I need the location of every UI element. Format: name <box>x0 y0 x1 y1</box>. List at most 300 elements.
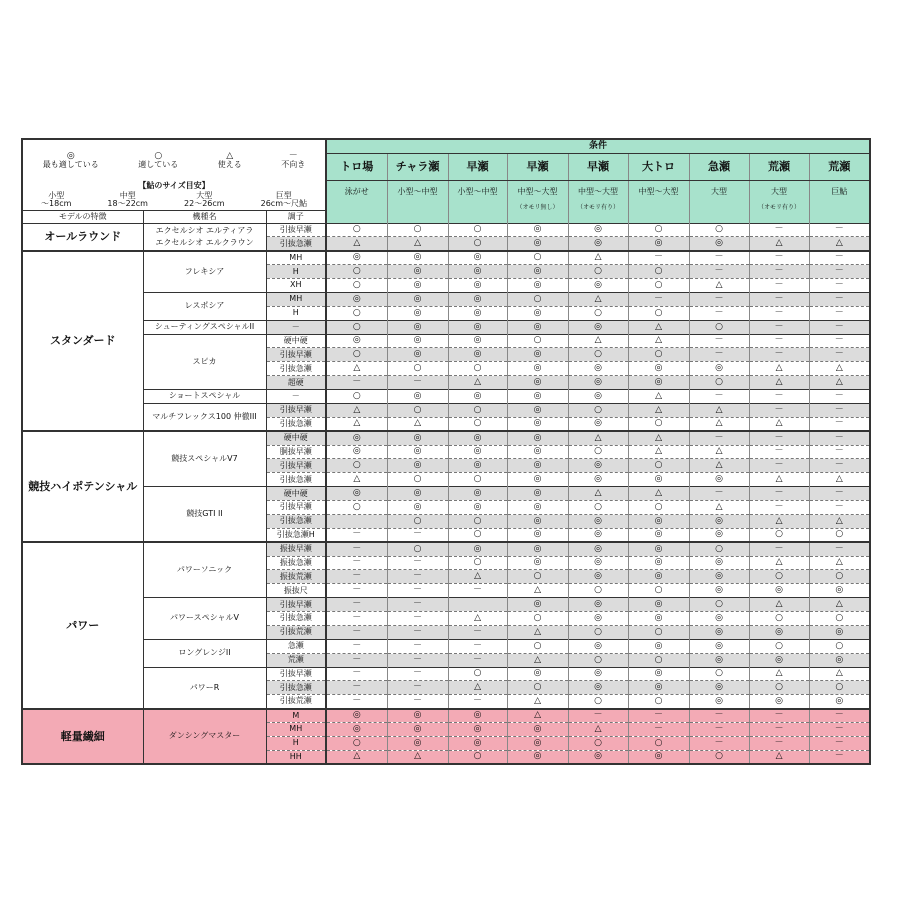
rating-cell: ◎ <box>507 390 568 404</box>
size-range: ～18cm <box>41 198 72 208</box>
rating-cell: △ <box>448 376 507 390</box>
rating-cell: ◎ <box>448 292 507 306</box>
rating-cell: － <box>326 598 387 612</box>
rating-cell: ○ <box>568 584 628 598</box>
legend-item <box>138 152 178 169</box>
rating-cell: ◎ <box>568 514 628 528</box>
rating-cell: ◎ <box>448 501 507 515</box>
rating-cell: － <box>387 612 448 626</box>
rating-cell: ◎ <box>387 265 448 279</box>
size-name: 大型 <box>196 190 213 200</box>
rating-cell: △ <box>326 362 387 376</box>
rating-cell: ○ <box>689 542 749 556</box>
rating-cell: ◎ <box>387 736 448 750</box>
rating-cell: － <box>809 542 870 556</box>
rating-cell: ○ <box>628 459 689 473</box>
condition-size-label: 小型～中型 <box>457 186 498 196</box>
model-name: 競技GTI II <box>143 487 266 543</box>
rating-cell: △ <box>568 251 628 265</box>
rating-cell: ◎ <box>387 320 448 334</box>
rating-cell: ◎ <box>568 320 628 334</box>
rating-cell: － <box>448 695 507 709</box>
rating-cell: ○ <box>809 570 870 584</box>
tone-label: H <box>266 306 326 320</box>
rating-cell: ○ <box>326 390 387 404</box>
rating-cell: △ <box>749 514 809 528</box>
rating-cell: ○ <box>689 750 749 764</box>
legend-item <box>281 152 305 169</box>
condition-size <box>628 180 689 223</box>
rating-cell: ◎ <box>448 306 507 320</box>
rating-cell: ◎ <box>689 473 749 487</box>
rating-cell: △ <box>749 237 809 251</box>
rating-cell: ○ <box>326 306 387 320</box>
rating-cell: － <box>628 723 689 737</box>
rating-cell: ◎ <box>628 570 689 584</box>
rating-cell: ◎ <box>689 612 749 626</box>
size-range: 22～26cm <box>184 198 225 208</box>
rating-cell: ◎ <box>507 736 568 750</box>
rating-cell: △ <box>749 362 809 376</box>
rating-cell: △ <box>749 667 809 681</box>
rating-cell <box>448 598 507 612</box>
rating-cell: － <box>387 376 448 390</box>
rating-cell: － <box>387 653 448 667</box>
rating-cell: ◎ <box>326 445 387 459</box>
rating-cell: － <box>387 681 448 695</box>
rating-cell: ○ <box>448 667 507 681</box>
rating-cell: － <box>326 376 387 390</box>
rating-cell: ◎ <box>568 542 628 556</box>
rating-cell: △ <box>628 487 689 501</box>
rating-cell: ○ <box>448 473 507 487</box>
condition-size <box>749 180 809 223</box>
rating-cell: △ <box>809 556 870 570</box>
rating-cell: ◎ <box>507 376 568 390</box>
rating-cell: ◎ <box>448 723 507 737</box>
tone-label: 振抜荒瀬 <box>266 570 326 584</box>
rating-cell: ◎ <box>507 487 568 501</box>
rating-cell: ○ <box>568 695 628 709</box>
rating-cell: － <box>809 431 870 445</box>
rating-cell: ◎ <box>689 514 749 528</box>
rating-cell: ○ <box>326 320 387 334</box>
tone-label: 引抜急瀬 <box>266 612 326 626</box>
rating-cell: － <box>326 528 387 542</box>
rating-cell: ◎ <box>689 695 749 709</box>
rating-cell: △ <box>568 334 628 348</box>
rating-cell: △ <box>809 362 870 376</box>
rating-cell: ◎ <box>507 279 568 293</box>
rating-cell: ○ <box>326 501 387 515</box>
rating-cell: － <box>568 709 628 723</box>
rating-cell: ◎ <box>809 653 870 667</box>
rating-cell: － <box>749 403 809 417</box>
rating-cell: △ <box>628 403 689 417</box>
rating-cell: ◎ <box>628 681 689 695</box>
tone-label: 引抜急瀬 <box>266 514 326 528</box>
rating-cell: △ <box>809 376 870 390</box>
rating-cell: ○ <box>387 473 448 487</box>
rating-cell: ○ <box>628 306 689 320</box>
tone-label: H <box>266 265 326 279</box>
rating-cell: ◎ <box>628 612 689 626</box>
tone-label: 引抜早瀬 <box>266 403 326 417</box>
rating-cell: ◎ <box>628 542 689 556</box>
rating-cell: ◎ <box>507 501 568 515</box>
rating-cell: ○ <box>749 639 809 653</box>
rating-cell: ◎ <box>749 695 809 709</box>
rating-cell: ◎ <box>568 639 628 653</box>
rating-cell: ◎ <box>507 667 568 681</box>
rating-cell: ◎ <box>448 265 507 279</box>
rating-cell: △ <box>809 514 870 528</box>
rating-cell: － <box>749 348 809 362</box>
rating-cell: － <box>326 639 387 653</box>
rating-cell: ◎ <box>507 556 568 570</box>
rating-cell: － <box>809 403 870 417</box>
rating-cell: ◎ <box>628 667 689 681</box>
rating-cell: ○ <box>628 279 689 293</box>
legend-label: 適している <box>138 159 179 169</box>
rating-cell: ◎ <box>507 417 568 431</box>
rating-cell: ◎ <box>507 362 568 376</box>
rating-cell: ◎ <box>448 334 507 348</box>
rating-cell: △ <box>448 681 507 695</box>
tone-label: 引抜早瀬 <box>266 348 326 362</box>
rating-cell: ◎ <box>568 556 628 570</box>
rating-cell: ○ <box>568 265 628 279</box>
rating-cell: △ <box>749 750 809 764</box>
table-row <box>22 403 870 417</box>
rating-cell: － <box>809 750 870 764</box>
tone-label: 硬中硬 <box>266 334 326 348</box>
rating-cell: － <box>749 487 809 501</box>
condition-note: （オモリ有り） <box>577 203 620 211</box>
model-name: マルチフレックス100 仲徹III <box>143 403 266 431</box>
rating-cell: ◎ <box>507 514 568 528</box>
rating-cell: ○ <box>507 612 568 626</box>
model-name: スピカ <box>143 334 266 390</box>
rating-cell: ○ <box>628 736 689 750</box>
rating-cell: ◎ <box>568 598 628 612</box>
rating-cell: ◎ <box>387 459 448 473</box>
rating-cell: ◎ <box>568 667 628 681</box>
rating-cell: ◎ <box>387 487 448 501</box>
rating-cell: ○ <box>448 556 507 570</box>
rating-cell: ◎ <box>507 459 568 473</box>
tone-label: 引抜早瀬 <box>266 598 326 612</box>
rating-cell: ○ <box>387 223 448 237</box>
model-name: エクセルシオ エルティアラ エクセルシオ エルクラウン <box>143 223 266 251</box>
model-name: フレキシア <box>143 251 266 293</box>
rating-cell: － <box>689 292 749 306</box>
table-row <box>22 320 870 334</box>
tone-label: 硬中硬 <box>266 487 326 501</box>
rating-cell: － <box>387 598 448 612</box>
model-feature: スタンダード <box>22 251 143 431</box>
rating-cell: ◎ <box>387 251 448 265</box>
condition-size <box>387 180 448 223</box>
legend-label: 不向き <box>281 159 306 169</box>
condition-name: 早瀬 <box>448 153 507 180</box>
rating-cell: － <box>448 653 507 667</box>
rating-cell: － <box>809 223 870 237</box>
rating-cell: ○ <box>568 501 628 515</box>
rating-cell: － <box>809 709 870 723</box>
size-range: 18～22cm <box>107 198 148 208</box>
tone-label: － <box>266 320 326 334</box>
rating-cell: － <box>689 723 749 737</box>
rating-cell: － <box>749 709 809 723</box>
rating-cell: ◎ <box>448 279 507 293</box>
legend-symbol: △ <box>226 150 234 161</box>
rating-cell: △ <box>326 750 387 764</box>
rating-cell: △ <box>749 598 809 612</box>
rating-cell: ◎ <box>568 376 628 390</box>
rating-cell: ○ <box>387 542 448 556</box>
rating-cell: ◎ <box>749 625 809 639</box>
rating-cell: － <box>448 584 507 598</box>
rating-cell: △ <box>448 612 507 626</box>
rating-cell: － <box>387 570 448 584</box>
rating-cell: ◎ <box>689 681 749 695</box>
tone-label: 引抜急瀬 <box>266 237 326 251</box>
rating-cell: △ <box>507 653 568 667</box>
rating-cell: △ <box>387 237 448 251</box>
rating-cell: △ <box>326 237 387 251</box>
rating-cell: ○ <box>326 265 387 279</box>
rating-cell: ◎ <box>809 625 870 639</box>
rating-cell: ○ <box>689 223 749 237</box>
model-feature: オールラウンド <box>22 223 143 251</box>
rating-cell: － <box>387 667 448 681</box>
tone-label: 引抜急瀬 <box>266 417 326 431</box>
rating-cell: ○ <box>448 403 507 417</box>
tone-label: 超硬 <box>266 376 326 390</box>
legend-label: 最も適している <box>42 159 99 169</box>
condition-size-label: 中型～大型 <box>578 186 619 196</box>
rating-cell: ○ <box>448 750 507 764</box>
tone-label: 硬中硬 <box>266 431 326 445</box>
rating-cell: － <box>689 390 749 404</box>
rating-cell: － <box>749 390 809 404</box>
rating-cell: ○ <box>689 598 749 612</box>
rating-cell: ○ <box>809 681 870 695</box>
rating-cell: － <box>326 612 387 626</box>
size-name: 小型 <box>48 190 65 200</box>
rating-cell: ◎ <box>749 584 809 598</box>
rating-cell: △ <box>387 750 448 764</box>
table-row <box>22 431 870 445</box>
tone-label: HH <box>266 750 326 764</box>
rating-cell: ◎ <box>689 584 749 598</box>
tone-label: H <box>266 736 326 750</box>
rating-cell: － <box>448 639 507 653</box>
tone-label: 振抜早瀬 <box>266 542 326 556</box>
rating-cell: ○ <box>628 695 689 709</box>
rating-cell: ○ <box>568 403 628 417</box>
size-legend-item <box>261 192 307 208</box>
rating-cell: ○ <box>749 528 809 542</box>
condition-name: 急瀬 <box>689 153 749 180</box>
rating-cell: ◎ <box>568 390 628 404</box>
rating-cell: ◎ <box>448 459 507 473</box>
col-header-features: モデルの特徴 <box>22 210 143 223</box>
tone-label: M <box>266 709 326 723</box>
rating-cell: ◎ <box>689 528 749 542</box>
rating-cell: － <box>749 223 809 237</box>
rating-cell: ○ <box>326 459 387 473</box>
table-row <box>22 667 870 681</box>
condition-note: （オモリ有り） <box>758 203 801 211</box>
rating-cell: ○ <box>628 501 689 515</box>
model-name: シューティングスペシャルII <box>143 320 266 334</box>
tone-label: 引抜早瀬 <box>266 459 326 473</box>
rating-cell: ○ <box>326 736 387 750</box>
rating-cell: ◎ <box>628 473 689 487</box>
rating-cell: ◎ <box>326 292 387 306</box>
legend-symbol: － <box>288 150 298 161</box>
rating-cell: ◎ <box>507 223 568 237</box>
rating-cell: － <box>749 265 809 279</box>
rating-cell: － <box>749 736 809 750</box>
rating-cell: △ <box>689 501 749 515</box>
tone-label: 引抜荒瀬 <box>266 625 326 639</box>
tone-label: 引抜荒瀬 <box>266 695 326 709</box>
legend-item <box>43 152 99 169</box>
condition-size <box>507 180 568 223</box>
table-row <box>22 292 870 306</box>
rating-cell: － <box>628 709 689 723</box>
rod-selection-chart <box>21 138 869 764</box>
rating-cell: ◎ <box>326 334 387 348</box>
rating-cell: － <box>749 431 809 445</box>
rating-cell: － <box>326 542 387 556</box>
rating-cell: △ <box>628 334 689 348</box>
table-row <box>22 251 870 265</box>
rating-cell: △ <box>809 667 870 681</box>
rating-cell: ◎ <box>507 542 568 556</box>
rating-cell: ◎ <box>568 237 628 251</box>
rating-cell: － <box>387 639 448 653</box>
col-header-tone: 調子 <box>266 210 326 223</box>
rating-cell: ◎ <box>628 556 689 570</box>
rating-cell: ◎ <box>689 237 749 251</box>
rating-cell: ○ <box>387 362 448 376</box>
rating-cell: ○ <box>448 362 507 376</box>
rating-cell: ○ <box>689 320 749 334</box>
rating-cell: － <box>387 584 448 598</box>
rating-cell: ○ <box>507 681 568 695</box>
tone-label: MH <box>266 251 326 265</box>
condition-name: 早瀬 <box>507 153 568 180</box>
rating-cell: △ <box>628 445 689 459</box>
tone-label: 引抜急瀬H <box>266 528 326 542</box>
rating-cell: － <box>809 390 870 404</box>
size-legend <box>22 180 326 210</box>
model-feature: 競技ハイポテンシャル <box>22 431 143 542</box>
col-header-model: 機種名 <box>143 210 266 223</box>
legend-symbols <box>22 139 326 180</box>
condition-name: 荒瀬 <box>809 153 870 180</box>
size-legend-title: 【鮎のサイズ目安】 <box>138 180 210 190</box>
rating-cell: ○ <box>749 612 809 626</box>
rating-cell: △ <box>689 445 749 459</box>
rating-cell: ◎ <box>689 639 749 653</box>
rating-cell: ◎ <box>568 612 628 626</box>
model-feature: パワー <box>22 542 143 709</box>
tone-label: 胴抜早瀬 <box>266 445 326 459</box>
rating-cell: ○ <box>326 223 387 237</box>
rating-cell: ○ <box>568 653 628 667</box>
tone-label: 振抜急瀬 <box>266 556 326 570</box>
rating-cell: ○ <box>568 736 628 750</box>
rating-cell: ◎ <box>448 251 507 265</box>
rating-cell: － <box>448 625 507 639</box>
rating-cell: － <box>628 292 689 306</box>
rating-cell: ◎ <box>387 445 448 459</box>
rating-cell: ◎ <box>507 431 568 445</box>
table-row <box>22 390 870 404</box>
tone-label: 引抜急瀬 <box>266 473 326 487</box>
rating-cell: － <box>809 487 870 501</box>
legend-label: 使える <box>217 159 242 169</box>
rating-cell: △ <box>507 709 568 723</box>
rating-cell: △ <box>628 320 689 334</box>
condition-name: 早瀬 <box>568 153 628 180</box>
rating-cell: ○ <box>507 251 568 265</box>
condition-name: チャラ瀬 <box>387 153 448 180</box>
rating-cell: ○ <box>448 237 507 251</box>
condition-size <box>809 180 870 223</box>
rating-cell: － <box>809 320 870 334</box>
rating-cell: ◎ <box>628 750 689 764</box>
rating-cell: ○ <box>809 639 870 653</box>
rating-cell: ◎ <box>507 723 568 737</box>
rating-cell: ◎ <box>387 431 448 445</box>
model-name: レスポシア <box>143 292 266 320</box>
rating-cell: － <box>749 279 809 293</box>
tone-label: XH <box>266 279 326 293</box>
rating-cell: △ <box>507 695 568 709</box>
rating-cell: － <box>749 251 809 265</box>
rating-cell: ○ <box>628 417 689 431</box>
rating-cell: ◎ <box>448 542 507 556</box>
rating-cell: － <box>326 667 387 681</box>
tone-label: － <box>266 390 326 404</box>
rating-cell: ◎ <box>568 681 628 695</box>
condition-name: トロ場 <box>326 153 387 180</box>
rating-cell: － <box>809 348 870 362</box>
table-row <box>22 709 870 723</box>
rating-cell: － <box>749 542 809 556</box>
condition-note: （オモリ無し） <box>516 203 559 211</box>
tone-label: 引抜早瀬 <box>266 501 326 515</box>
legend-symbol: ○ <box>154 150 163 161</box>
rating-cell: ◎ <box>448 320 507 334</box>
rating-cell: ○ <box>809 612 870 626</box>
rating-cell: ◎ <box>326 723 387 737</box>
rating-cell: － <box>326 681 387 695</box>
tone-label: 引抜急瀬 <box>266 362 326 376</box>
rating-cell: ○ <box>507 334 568 348</box>
rating-cell: ◎ <box>568 528 628 542</box>
rating-cell: △ <box>809 473 870 487</box>
rating-cell: － <box>628 251 689 265</box>
rating-cell: － <box>326 584 387 598</box>
rating-cell: ○ <box>507 570 568 584</box>
